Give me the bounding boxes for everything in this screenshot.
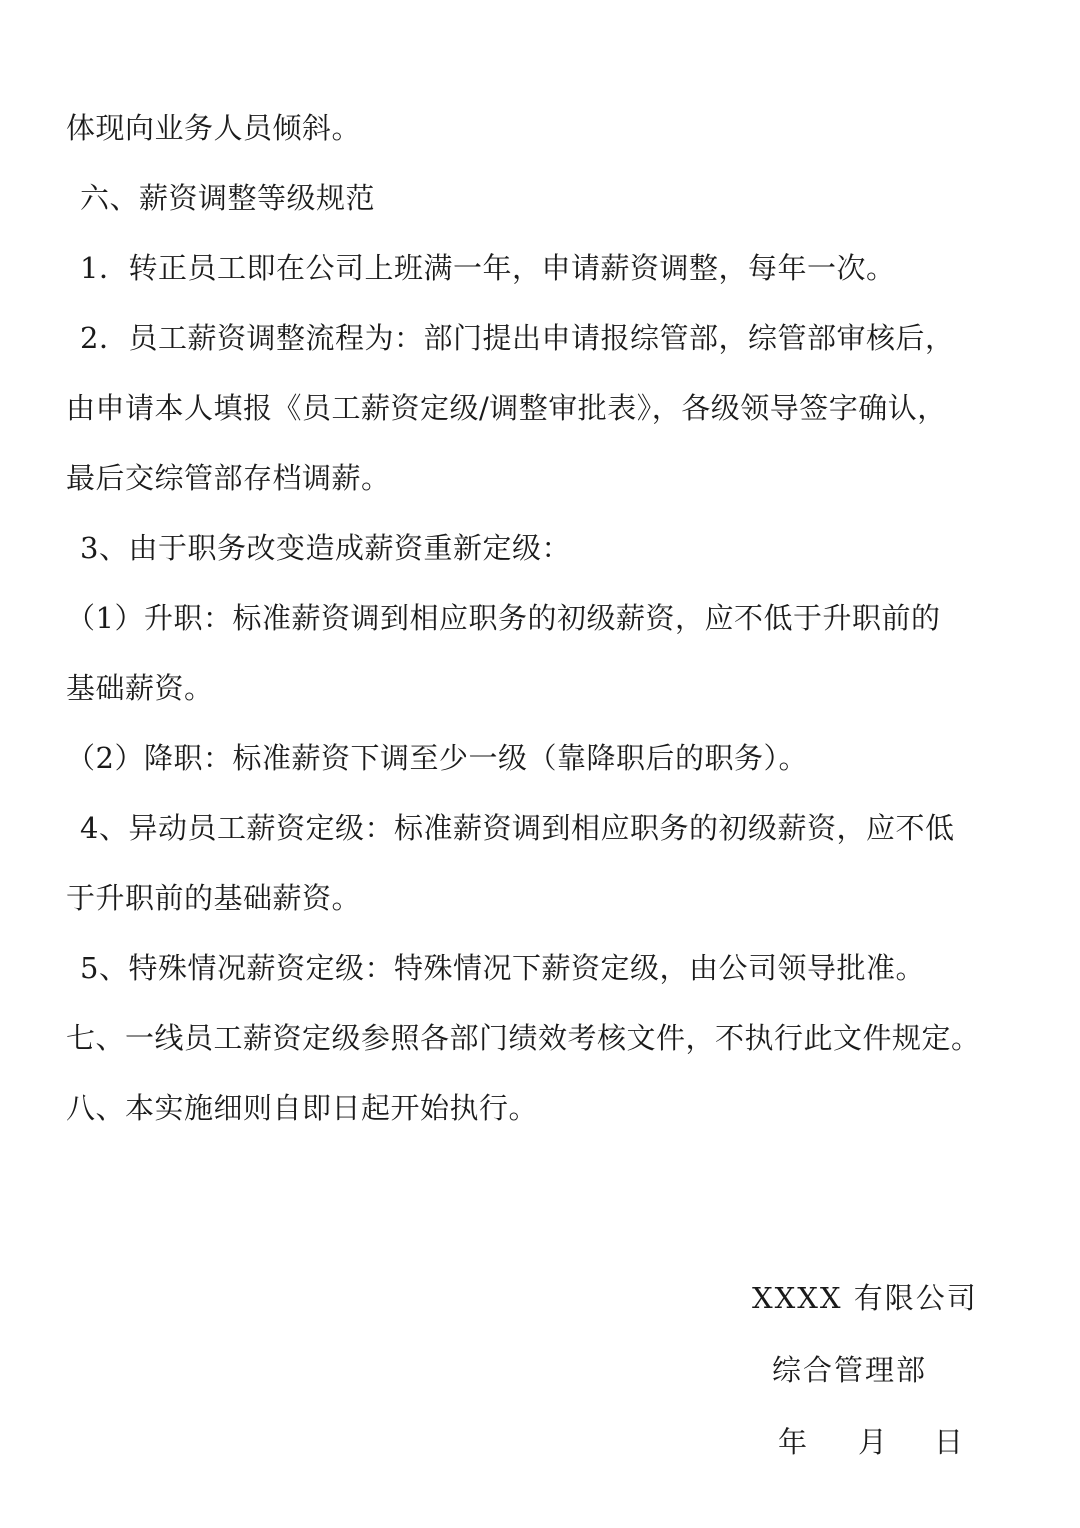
item-4-line-2: 于升职前的基础薪资。 bbox=[66, 881, 362, 915]
item-3-line: 3、由于职务改变造成薪资重新定级： bbox=[80, 531, 571, 565]
section-heading-8: 八、本实施细则自即日起开始执行。 bbox=[66, 1091, 539, 1125]
item-2-line-1: 2．员工薪资调整流程为：部门提出申请报综管部，综管部审核后， bbox=[80, 321, 955, 355]
item-3-2-line: （2）降职：标准薪资下调至少一级（靠降职后的职务）。 bbox=[66, 741, 808, 775]
date-day-label: 日 bbox=[934, 1425, 966, 1459]
paragraph-line-1: 体现向业务人员倾斜。 bbox=[66, 111, 362, 145]
signature-company: XXXX 有限公司 bbox=[752, 1281, 978, 1315]
item-2-line-3: 最后交综管部存档调薪。 bbox=[66, 461, 391, 495]
item-4-line-1: 4、异动员工薪资定级：标准薪资调到相应职务的初级薪资，应不低 bbox=[80, 811, 955, 845]
item-3-1-line-2: 基础薪资。 bbox=[66, 671, 214, 705]
item-1-line: 1．转正员工即在公司上班满一年，申请薪资调整，每年一次。 bbox=[80, 251, 896, 285]
signature-date bbox=[778, 1422, 965, 1462]
section-heading-7: 七、一线员工薪资定级参照各部门绩效考核文件，不执行此文件规定。 bbox=[66, 1021, 981, 1055]
section-heading-6: 六、薪资调整等级规范 bbox=[80, 181, 376, 215]
date-month-label: 月 bbox=[858, 1425, 890, 1459]
date-year-label: 年 bbox=[778, 1425, 810, 1459]
signature-department: 综合管理部 bbox=[772, 1353, 928, 1387]
item-3-1-line-1: （1）升职：标准薪资调到相应职务的初级薪资，应不低于升职前的 bbox=[66, 601, 941, 635]
item-2-line-2: 由申请本人填报《员工薪资定级/调整审批表》，各级领导签字确认， bbox=[66, 391, 947, 425]
item-5-line: 5、特殊情况薪资定级：特殊情况下薪资定级，由公司领导批准。 bbox=[80, 951, 925, 985]
